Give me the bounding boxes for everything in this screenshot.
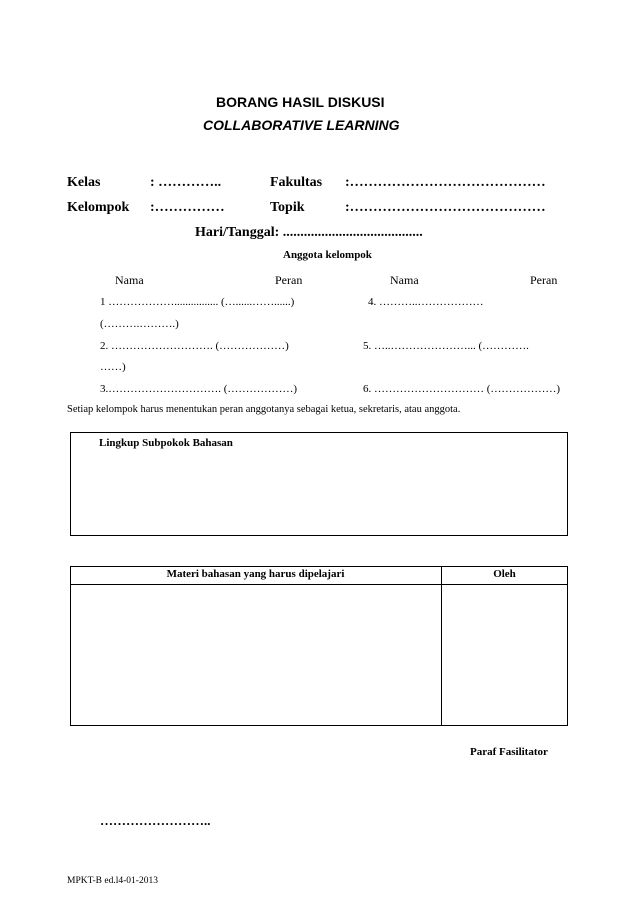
col-oleh-header: Oleh	[493, 568, 516, 580]
member-row-1-left: 1 ………………................ (…......……......)	[100, 296, 295, 308]
member-row-3-left: 3.…………………………. (………………)	[100, 383, 298, 395]
fakultas-label: Fakultas	[270, 175, 323, 190]
lingkup-box[interactable]	[70, 432, 568, 536]
kelompok-value: :……………	[150, 200, 225, 215]
paraf-label: Paraf Fasilitator	[470, 746, 548, 758]
col-peran-2: Peran	[530, 273, 558, 287]
member-row-1-right: 4. ………..………………	[368, 296, 484, 308]
kelas-value: : …………..	[150, 175, 222, 190]
page-subtitle: COLLABORATIVE LEARNING	[203, 117, 400, 133]
col-peran-1: Peran	[275, 273, 303, 287]
fakultas-value: :……………………………………	[345, 175, 546, 190]
member-row-2-right: 5. …..…………………... (………….	[363, 340, 529, 352]
oleh-cell[interactable]	[442, 585, 567, 725]
kelompok-label: Kelompok	[67, 200, 130, 215]
lingkup-label: Lingkup Subpokok Bahasan	[99, 437, 233, 449]
materi-cell[interactable]	[71, 585, 441, 725]
paraf-signature-line[interactable]: ……………………..	[100, 813, 211, 828]
member-row-2-left: 2. ………………………. (………………)	[100, 340, 289, 352]
role-note: Setiap kelompok harus menentukan peran anggotanya sebagai ketua, sekretaris, atau anggota.	[67, 404, 461, 415]
col-nama-2: Nama	[390, 273, 419, 287]
member-row-1-cont: (……….……….)	[100, 318, 179, 330]
anggota-heading: Anggota kelompok	[283, 249, 372, 261]
footer-code: MPKT-B ed.l4-01-2013	[67, 876, 158, 886]
col-nama-1: Nama	[115, 273, 144, 287]
page-title: BORANG HASIL DISKUSI	[216, 94, 385, 110]
hari-tanggal: Hari/Tanggal: ........................................	[195, 225, 423, 240]
member-row-2-cont: ……)	[100, 361, 126, 373]
member-row-3-right: 6. ………………………… (………………)	[363, 383, 561, 395]
topik-value: :……………………………………	[345, 200, 546, 215]
kelas-label: Kelas	[67, 175, 101, 190]
col-materi-header: Materi bahasan yang harus dipelajari	[166, 568, 345, 580]
topik-label: Topik	[270, 200, 305, 215]
